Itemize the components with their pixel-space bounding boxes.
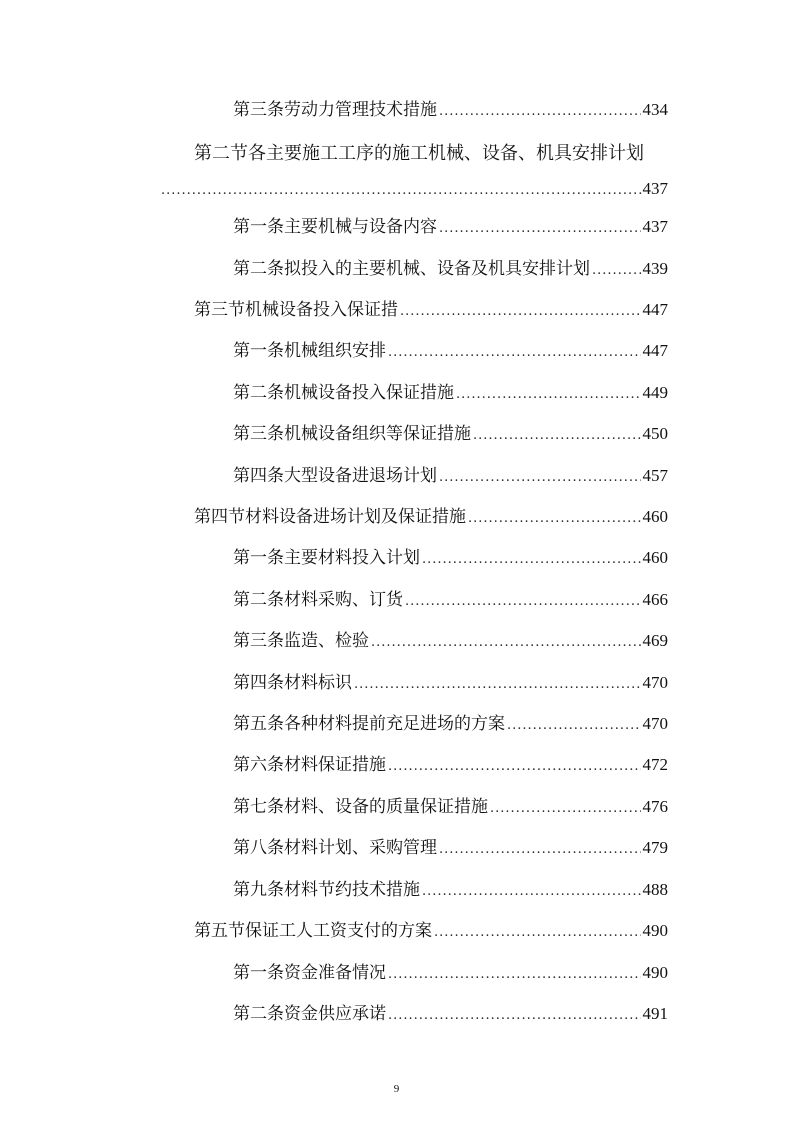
toc-entry-page: 490: [642, 921, 668, 940]
toc-entry[interactable]: [233, 378, 668, 404]
toc-entry-label: 第二节各主要施工工序的施工机械、设备、机具安排计划: [194, 143, 644, 164]
toc-entry[interactable]: [233, 875, 668, 901]
toc-entry-label: 第二条材料采购、订货: [233, 590, 403, 610]
toc-entry-page: 470: [642, 714, 668, 733]
toc-entry-wrapped-continuation[interactable]: [161, 178, 668, 200]
dot-leader: [422, 883, 641, 901]
toc-entry[interactable]: [194, 502, 668, 528]
dot-leader: [405, 593, 641, 611]
dot-leader: [592, 262, 641, 280]
toc-entry[interactable]: [233, 336, 668, 362]
toc-entry[interactable]: [233, 750, 668, 776]
toc-entry-label: 第三条劳动力管理技术措施: [233, 100, 437, 120]
toc-entry-label: 第三条监造、检验: [233, 631, 369, 651]
dot-leader: [468, 510, 641, 528]
toc-entry-page: 476: [642, 797, 668, 816]
dot-leader: [439, 220, 641, 238]
toc-entry[interactable]: [233, 958, 668, 984]
toc-entry-label: 第二条机械设备投入保证措施: [233, 383, 454, 403]
toc-entry-page: 490: [642, 963, 668, 982]
toc-entry[interactable]: [233, 792, 668, 818]
toc-entry[interactable]: [233, 709, 668, 735]
toc-entry-label: 第五条各种材料提前充足进场的方案: [233, 714, 505, 734]
toc-entry-label: 第二条资金供应承诺: [233, 1004, 386, 1024]
dot-leader: [456, 386, 641, 404]
toc-entry-page: 447: [642, 341, 668, 360]
dot-leader: [473, 427, 641, 445]
dot-leader: [388, 344, 641, 362]
toc-entry-page: 437: [642, 179, 668, 198]
toc-entry-page: 449: [642, 383, 668, 402]
toc-entry-page: 488: [642, 880, 668, 899]
toc-entry-label: 第一条资金准备情况: [233, 963, 386, 983]
dot-leader: [439, 841, 641, 859]
dot-leader: [434, 924, 641, 942]
toc-entry-wrapped-title[interactable]: [194, 140, 674, 168]
toc-entry-label: 第八条材料计划、采购管理: [233, 838, 437, 858]
toc-entry[interactable]: [194, 295, 668, 321]
dot-leader: [388, 1007, 641, 1025]
dot-leader: [161, 182, 643, 200]
toc-entry-label: 第三条机械设备组织等保证措施: [233, 424, 471, 444]
toc-entry[interactable]: [233, 668, 668, 694]
toc-entry[interactable]: [233, 833, 668, 859]
toc-entry-label: 第五节保证工人工资支付的方案: [194, 921, 432, 941]
toc-entry-page: 479: [642, 838, 668, 857]
toc-entry[interactable]: [233, 419, 668, 445]
dot-leader: [439, 469, 641, 487]
toc-entry-label: 第一条主要机械与设备内容: [233, 217, 437, 237]
toc-entry-page: 466: [642, 590, 668, 609]
toc-entry-label: 第六条材料保证措施: [233, 755, 386, 775]
toc-entry[interactable]: [233, 626, 668, 652]
toc-entry[interactable]: [194, 916, 668, 942]
toc-entry-label: 第九条材料节约技术措施: [233, 880, 420, 900]
toc-entry-label: 第一条机械组织安排: [233, 341, 386, 361]
toc-entry-label: 第七条材料、设备的质量保证措施: [233, 797, 488, 817]
toc-entry-label: 第四条大型设备进退场计划: [233, 466, 437, 486]
toc-entry-page: 437: [642, 217, 668, 236]
toc-entry-label: 第一条主要材料投入计划: [233, 548, 420, 568]
toc-entry-label: 第四节材料设备进场计划及保证措施: [194, 507, 466, 527]
toc-entry[interactable]: [233, 461, 668, 487]
toc-entry-label: 第四条材料标识: [233, 673, 352, 693]
toc-entry[interactable]: [233, 95, 668, 121]
toc-entry[interactable]: [233, 543, 668, 569]
toc-entry-page: 460: [642, 507, 668, 526]
toc-entry-page: 470: [642, 673, 668, 692]
toc-entry-page: 472: [642, 755, 668, 774]
toc-entry-label: 第三节机械设备投入保证措: [194, 300, 398, 320]
dot-leader: [354, 676, 641, 694]
toc-entry-page: 447: [642, 300, 668, 319]
toc-entry-page: 434: [642, 100, 668, 119]
toc-entry-page: 469: [642, 631, 668, 650]
dot-leader: [388, 758, 641, 776]
toc-entry[interactable]: [233, 999, 668, 1025]
toc-entry[interactable]: [233, 254, 668, 280]
toc-entry-page: 460: [642, 548, 668, 567]
dot-leader: [439, 103, 641, 121]
toc-entry-page: 457: [642, 466, 668, 485]
dot-leader: [388, 966, 641, 984]
dot-leader: [371, 634, 641, 652]
page-number: 9: [393, 1083, 400, 1095]
toc-entry-page: 491: [642, 1004, 668, 1023]
toc-entry[interactable]: [233, 585, 668, 611]
toc-entry[interactable]: [233, 212, 668, 238]
dot-leader: [422, 551, 641, 569]
toc-entry-page: 439: [642, 259, 668, 278]
dot-leader: [400, 303, 641, 321]
toc-entry-page: 450: [642, 424, 668, 443]
dot-leader: [507, 717, 641, 735]
toc-entry-label: 第二条拟投入的主要机械、设备及机具安排计划: [233, 259, 590, 279]
dot-leader: [490, 800, 641, 818]
